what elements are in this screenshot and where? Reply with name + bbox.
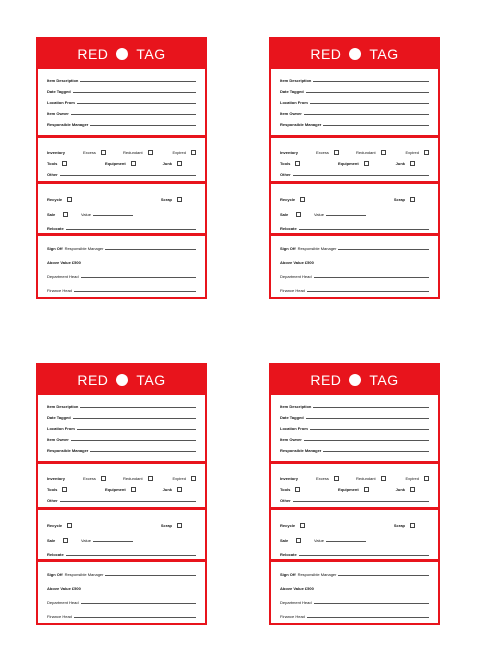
item-owner-label: Item Owner	[280, 111, 302, 116]
tools-checkbox[interactable]	[62, 487, 67, 492]
responsible-manager-label: Responsible Manager	[280, 122, 322, 127]
red-tag-card-2	[269, 37, 440, 299]
tag-title-tag: TAG	[136, 372, 166, 388]
expired-checkbox[interactable]	[191, 476, 196, 481]
tools-label: Tools	[47, 161, 58, 166]
signoff-responsible-manager-label: Responsible Manager	[297, 246, 337, 251]
other-label: Other	[280, 498, 291, 503]
relocate-line[interactable]	[66, 555, 196, 556]
equipment-label: Equipment	[105, 161, 126, 166]
circle-icon	[349, 374, 361, 386]
item-owner-line[interactable]	[71, 114, 196, 115]
tag-header	[38, 365, 205, 395]
redundant-checkbox[interactable]	[148, 150, 153, 155]
other-label: Other	[280, 172, 291, 177]
tools-label: Tools	[280, 161, 291, 166]
signoff-label: Sign Off	[280, 572, 296, 577]
disposal-section	[271, 184, 438, 236]
recycle-label: Recycle	[280, 197, 296, 202]
responsible-manager-label: Responsible Manager	[280, 448, 322, 453]
junk-label: Junk	[395, 487, 405, 492]
signoff-section	[271, 562, 438, 620]
equipment-checkbox[interactable]	[131, 161, 136, 166]
other-label: Other	[47, 498, 58, 503]
item-owner-line[interactable]	[71, 440, 196, 441]
department-head-label: Department Head	[280, 274, 312, 279]
above-value-label: Above Value £500	[47, 260, 81, 265]
item-details-section	[38, 395, 205, 464]
department-head-line[interactable]	[314, 277, 429, 278]
responsible-manager-line[interactable]	[323, 125, 429, 126]
recycle-label: Recycle	[280, 523, 296, 528]
finance-head-line[interactable]	[74, 617, 196, 618]
tools-checkbox[interactable]	[295, 161, 300, 166]
excess-checkbox[interactable]	[101, 150, 106, 155]
signoff-responsible-manager-line[interactable]	[338, 575, 429, 576]
item-description-label: Item Description	[47, 78, 79, 83]
inventory-label: Inventory	[280, 150, 299, 155]
signoff-responsible-manager-label: Responsible Manager	[64, 572, 104, 577]
signoff-section	[38, 562, 205, 620]
department-head-line[interactable]	[81, 603, 196, 604]
tag-title-red: RED	[77, 46, 109, 62]
location-from-label: Location From	[280, 100, 308, 105]
finance-head-line[interactable]	[307, 617, 429, 618]
inventory-section	[38, 138, 205, 184]
item-owner-label: Item Owner	[280, 437, 302, 442]
finance-head-line[interactable]	[74, 291, 196, 292]
item-owner-line[interactable]	[304, 114, 429, 115]
redundant-checkbox[interactable]	[381, 476, 386, 481]
tools-label: Tools	[47, 487, 58, 492]
value-line[interactable]	[93, 215, 133, 216]
tag-title-red: RED	[310, 372, 342, 388]
value-line[interactable]	[326, 541, 366, 542]
location-from-line[interactable]	[310, 429, 429, 430]
responsible-manager-line[interactable]	[90, 125, 196, 126]
equipment-label: Equipment	[105, 487, 126, 492]
date-tagged-label: Date Tagged	[47, 415, 71, 420]
equipment-checkbox[interactable]	[364, 487, 369, 492]
tools-checkbox[interactable]	[62, 161, 67, 166]
junk-checkbox[interactable]	[177, 487, 182, 492]
inventory-section	[38, 464, 205, 510]
excess-checkbox[interactable]	[101, 476, 106, 481]
signoff-section	[38, 236, 205, 294]
recycle-checkbox[interactable]	[300, 523, 305, 528]
other-line[interactable]	[60, 175, 196, 176]
inventory-label: Inventory	[280, 476, 299, 481]
red-tag-card-4	[269, 363, 440, 625]
signoff-responsible-manager-line[interactable]	[105, 249, 196, 250]
inventory-label: Inventory	[47, 476, 66, 481]
date-tagged-line[interactable]	[73, 92, 196, 93]
tag-header	[271, 39, 438, 69]
excess-checkbox[interactable]	[334, 476, 339, 481]
circle-icon	[116, 374, 128, 386]
item-owner-label: Item Owner	[47, 437, 69, 442]
expired-label: Expired	[172, 476, 186, 481]
finance-head-label: Finance Head	[280, 288, 305, 293]
other-line[interactable]	[293, 175, 429, 176]
value-label: Value	[314, 212, 324, 217]
redundant-label: Redundant	[123, 150, 143, 155]
other-line[interactable]	[60, 501, 196, 502]
item-description-label: Item Description	[280, 78, 312, 83]
signoff-responsible-manager-label: Responsible Manager	[297, 572, 337, 577]
other-label: Other	[47, 172, 58, 177]
recycle-checkbox[interactable]	[67, 523, 72, 528]
value-line[interactable]	[326, 215, 366, 216]
other-line[interactable]	[293, 501, 429, 502]
redundant-label: Redundant	[123, 476, 143, 481]
item-description-line[interactable]	[80, 81, 196, 82]
signoff-responsible-manager-label: Responsible Manager	[64, 246, 104, 251]
sale-label: Sale	[47, 538, 56, 543]
signoff-label: Sign Off	[280, 246, 296, 251]
equipment-label: Equipment	[338, 161, 359, 166]
location-from-label: Location From	[47, 426, 75, 431]
excess-label: Excess	[316, 150, 329, 155]
department-head-line[interactable]	[314, 603, 429, 604]
item-description-line[interactable]	[313, 407, 429, 408]
relocate-label: Relocate	[280, 552, 297, 557]
sale-label: Sale	[47, 212, 56, 217]
relocate-line[interactable]	[299, 229, 429, 230]
value-line[interactable]	[93, 541, 133, 542]
junk-label: Junk	[162, 487, 172, 492]
value-label: Value	[81, 212, 91, 217]
redundant-checkbox[interactable]	[148, 476, 153, 481]
disposal-section	[38, 184, 205, 236]
tag-header	[271, 365, 438, 395]
date-tagged-line[interactable]	[73, 418, 196, 419]
scrap-label: Scrap	[393, 197, 405, 202]
inventory-label: Inventory	[47, 150, 66, 155]
location-from-label: Location From	[47, 100, 75, 105]
equipment-checkbox[interactable]	[131, 487, 136, 492]
sale-label: Sale	[280, 212, 289, 217]
equipment-label: Equipment	[338, 487, 359, 492]
finance-head-label: Finance Head	[47, 288, 72, 293]
scrap-checkbox[interactable]	[177, 523, 182, 528]
sale-checkbox[interactable]	[63, 212, 68, 217]
redundant-label: Redundant	[356, 476, 376, 481]
relocate-label: Relocate	[47, 226, 64, 231]
value-label: Value	[81, 538, 91, 543]
item-description-line[interactable]	[80, 407, 196, 408]
junk-checkbox[interactable]	[410, 161, 415, 166]
circle-icon	[349, 48, 361, 60]
sale-checkbox[interactable]	[296, 538, 301, 543]
redundant-checkbox[interactable]	[381, 150, 386, 155]
sale-checkbox[interactable]	[63, 538, 68, 543]
tag-title-tag: TAG	[369, 46, 399, 62]
expired-checkbox[interactable]	[191, 150, 196, 155]
department-head-label: Department Head	[47, 274, 79, 279]
department-head-line[interactable]	[81, 277, 196, 278]
tools-checkbox[interactable]	[295, 487, 300, 492]
signoff-label: Sign Off	[47, 246, 63, 251]
finance-head-line[interactable]	[307, 291, 429, 292]
responsible-manager-line[interactable]	[90, 451, 196, 452]
recycle-checkbox[interactable]	[67, 197, 72, 202]
red-tag-card-3	[36, 363, 207, 625]
item-description-line[interactable]	[313, 81, 429, 82]
item-owner-label: Item Owner	[47, 111, 69, 116]
location-from-line[interactable]	[77, 103, 196, 104]
expired-label: Expired	[172, 150, 186, 155]
department-head-label: Department Head	[47, 600, 79, 605]
date-tagged-label: Date Tagged	[280, 89, 304, 94]
junk-label: Junk	[395, 161, 405, 166]
item-details-section	[38, 69, 205, 138]
date-tagged-line[interactable]	[306, 92, 429, 93]
scrap-label: Scrap	[160, 197, 172, 202]
scrap-label: Scrap	[393, 523, 405, 528]
disposal-section	[271, 510, 438, 562]
expired-checkbox[interactable]	[424, 150, 429, 155]
date-tagged-line[interactable]	[306, 418, 429, 419]
tag-title-red: RED	[77, 372, 109, 388]
expired-label: Expired	[405, 476, 419, 481]
scrap-checkbox[interactable]	[177, 197, 182, 202]
finance-head-label: Finance Head	[280, 614, 305, 619]
date-tagged-label: Date Tagged	[280, 415, 304, 420]
excess-label: Excess	[83, 476, 96, 481]
relocate-label: Relocate	[280, 226, 297, 231]
recycle-label: Recycle	[47, 197, 63, 202]
scrap-label: Scrap	[160, 523, 172, 528]
item-description-label: Item Description	[47, 404, 79, 409]
tag-title-tag: TAG	[369, 372, 399, 388]
recycle-checkbox[interactable]	[300, 197, 305, 202]
signoff-section	[271, 236, 438, 294]
date-tagged-label: Date Tagged	[47, 89, 71, 94]
value-label: Value	[314, 538, 324, 543]
responsible-manager-line[interactable]	[323, 451, 429, 452]
disposal-section	[38, 510, 205, 562]
signoff-responsible-manager-line[interactable]	[338, 249, 429, 250]
scrap-checkbox[interactable]	[410, 523, 415, 528]
equipment-checkbox[interactable]	[364, 161, 369, 166]
expired-label: Expired	[405, 150, 419, 155]
tag-title-tag: TAG	[136, 46, 166, 62]
relocate-line[interactable]	[66, 229, 196, 230]
junk-checkbox[interactable]	[177, 161, 182, 166]
department-head-label: Department Head	[280, 600, 312, 605]
relocate-line[interactable]	[299, 555, 429, 556]
signoff-label: Sign Off	[47, 572, 63, 577]
above-value-label: Above Value £500	[280, 586, 314, 591]
item-owner-line[interactable]	[304, 440, 429, 441]
sale-label: Sale	[280, 538, 289, 543]
excess-label: Excess	[83, 150, 96, 155]
inventory-section	[271, 138, 438, 184]
expired-checkbox[interactable]	[424, 476, 429, 481]
item-details-section	[271, 395, 438, 464]
signoff-responsible-manager-line[interactable]	[105, 575, 196, 576]
redundant-label: Redundant	[356, 150, 376, 155]
recycle-label: Recycle	[47, 523, 63, 528]
inventory-section	[271, 464, 438, 510]
above-value-label: Above Value £500	[280, 260, 314, 265]
scrap-checkbox[interactable]	[410, 197, 415, 202]
tools-label: Tools	[280, 487, 291, 492]
finance-head-label: Finance Head	[47, 614, 72, 619]
tag-title-red: RED	[310, 46, 342, 62]
responsible-manager-label: Responsible Manager	[47, 122, 89, 127]
tag-header	[38, 39, 205, 69]
junk-checkbox[interactable]	[410, 487, 415, 492]
sale-checkbox[interactable]	[296, 212, 301, 217]
location-from-line[interactable]	[310, 103, 429, 104]
item-description-label: Item Description	[280, 404, 312, 409]
red-tag-card-1	[36, 37, 207, 299]
circle-icon	[116, 48, 128, 60]
responsible-manager-label: Responsible Manager	[47, 448, 89, 453]
location-from-line[interactable]	[77, 429, 196, 430]
location-from-label: Location From	[280, 426, 308, 431]
junk-label: Junk	[162, 161, 172, 166]
item-details-section	[271, 69, 438, 138]
excess-label: Excess	[316, 476, 329, 481]
relocate-label: Relocate	[47, 552, 64, 557]
excess-checkbox[interactable]	[334, 150, 339, 155]
above-value-label: Above Value £500	[47, 586, 81, 591]
